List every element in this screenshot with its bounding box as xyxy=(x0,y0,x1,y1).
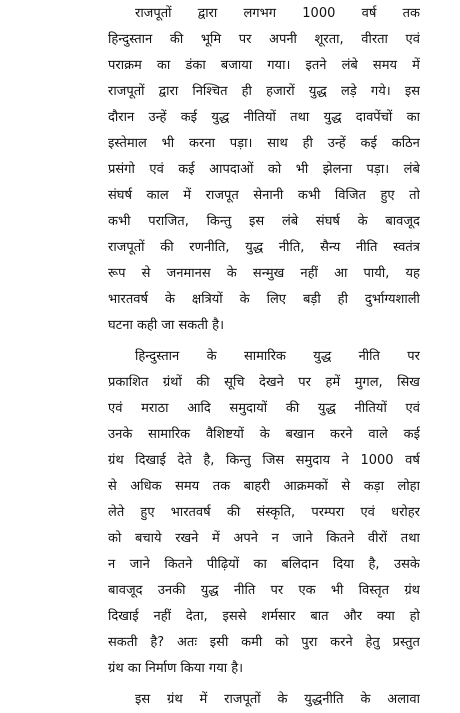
word: ने xyxy=(341,453,349,468)
word: युद्ध xyxy=(211,110,230,125)
word: तो xyxy=(409,188,420,203)
word: नीति xyxy=(356,240,378,255)
word: इस xyxy=(249,214,265,229)
word: नहीं xyxy=(300,266,318,281)
word: बजाया xyxy=(220,58,253,73)
word: रखने xyxy=(175,531,199,546)
word: का xyxy=(253,557,267,572)
word: भी xyxy=(330,583,344,598)
word: ग्रंथों xyxy=(162,375,182,390)
word: बात xyxy=(310,609,329,624)
word: यह xyxy=(405,266,420,281)
word: सेनानी xyxy=(253,188,284,203)
word: 1000 xyxy=(360,453,394,468)
word: नहीं xyxy=(153,609,172,624)
text-line xyxy=(108,500,420,526)
word: ग्रंथ xyxy=(404,583,420,598)
word: आक्रमकों xyxy=(283,479,328,494)
word: कई xyxy=(403,427,420,442)
word: युद्ध xyxy=(245,240,264,255)
word: है, xyxy=(368,557,380,572)
word: युद्ध xyxy=(323,110,342,125)
word: भी xyxy=(161,136,175,151)
word: एवं xyxy=(108,401,123,416)
word: में xyxy=(212,531,220,546)
word: बचाये xyxy=(134,531,162,546)
word: अधिक xyxy=(130,479,162,494)
word: सिख xyxy=(397,375,420,390)
word: प्रस्तुत xyxy=(392,635,420,650)
word: इतने xyxy=(305,58,327,73)
word: लंबे xyxy=(281,214,299,229)
word: सूचि xyxy=(224,375,245,390)
word: ही xyxy=(302,136,313,151)
word: नीतियों xyxy=(354,401,387,416)
word: तक xyxy=(212,479,231,494)
text-line: घटना कही जा सकती है। xyxy=(108,318,224,333)
word: समुदायों xyxy=(229,401,268,416)
word: युद्ध xyxy=(308,84,327,99)
word: दौरान xyxy=(108,110,135,125)
word: एवं xyxy=(149,162,164,177)
word: हिन्दुस्तान xyxy=(108,32,153,47)
word: युद्ध xyxy=(313,349,332,364)
word: क्या xyxy=(376,609,395,624)
word: आपदाओं xyxy=(209,162,254,177)
word: को xyxy=(275,635,289,650)
word: न xyxy=(108,557,116,572)
word: पीढ़ियों xyxy=(206,557,240,572)
word: कभी xyxy=(297,188,321,203)
word: पड़ा। xyxy=(366,162,390,177)
word: वीरता xyxy=(361,32,388,47)
word: भूमि xyxy=(200,32,222,47)
word: तक xyxy=(402,6,420,21)
word: क्षत्रियों xyxy=(191,292,223,307)
word: लिए xyxy=(266,292,286,307)
word: तथा xyxy=(290,110,310,125)
word: राजपूत xyxy=(205,188,239,203)
word: दिखाई xyxy=(135,453,166,468)
word: युद्धनीति xyxy=(304,692,344,707)
word: रूप xyxy=(108,266,126,281)
text-line xyxy=(108,209,420,235)
word: की xyxy=(196,375,210,390)
word: लोहा xyxy=(397,479,420,494)
word: इसी xyxy=(209,635,229,650)
word: रणनीति, xyxy=(189,240,230,255)
text-line xyxy=(108,474,420,500)
word: से xyxy=(141,266,151,281)
word: कई xyxy=(180,110,198,125)
word: दिखाई xyxy=(108,609,139,624)
word: प्रकाशित xyxy=(108,375,149,390)
text-line xyxy=(108,53,420,79)
word: में xyxy=(412,58,420,73)
word: ही xyxy=(241,84,252,99)
word: जाने xyxy=(129,557,150,572)
text-line xyxy=(108,235,420,261)
word: कठिन xyxy=(391,136,420,151)
word: पराक्रम xyxy=(108,58,142,73)
word: डंका xyxy=(185,58,206,73)
word: इससे xyxy=(222,609,247,624)
word: दुर्भाग्यशाली xyxy=(364,292,420,307)
word: देते xyxy=(177,453,192,468)
text-line xyxy=(108,396,420,422)
text-line xyxy=(135,687,420,713)
word: की xyxy=(169,32,184,47)
word: के xyxy=(277,692,288,707)
word: से xyxy=(341,479,351,494)
word: इस्तेमाल xyxy=(108,136,147,151)
word: सकती xyxy=(108,635,138,650)
word: पराजित, xyxy=(148,214,189,229)
word: द्वारा xyxy=(197,6,218,21)
word: जनमानस xyxy=(166,266,211,281)
word: पर xyxy=(270,583,284,598)
word: तथा xyxy=(400,531,420,546)
text-line xyxy=(108,552,420,578)
word: के xyxy=(357,214,368,229)
word: करने xyxy=(330,427,353,442)
word: आदि xyxy=(187,401,211,416)
word: भारतवर्ष xyxy=(170,505,211,520)
word: राजपूतों xyxy=(108,84,145,99)
word: साथ xyxy=(267,136,288,151)
text-line: ग्रंथ का निर्माण किया गया है। xyxy=(108,661,244,676)
word: राजपूतों xyxy=(224,692,261,707)
text-line xyxy=(108,157,420,183)
word: हुए xyxy=(140,505,155,520)
word: को xyxy=(108,531,122,546)
word: बावजूद xyxy=(385,214,420,229)
word: पायी, xyxy=(363,266,390,281)
word: हिन्दुस्तान xyxy=(135,349,180,364)
word: नीतियों xyxy=(243,110,276,125)
word: संस्कृति, xyxy=(256,505,296,520)
word: द्वारा xyxy=(158,84,179,99)
word: शर्मसार xyxy=(261,609,296,624)
word: उनके xyxy=(108,427,133,442)
word: न xyxy=(271,531,279,546)
word: दिया xyxy=(332,557,355,572)
word: गया। xyxy=(267,58,291,73)
word: के xyxy=(259,427,270,442)
word: नीति xyxy=(358,349,380,364)
word: वर्ष xyxy=(361,6,377,21)
word: लड़े xyxy=(340,84,357,99)
word: उनकी xyxy=(157,583,186,598)
word: के xyxy=(164,292,175,307)
word: एक xyxy=(298,583,316,598)
word: जिस xyxy=(262,453,285,468)
word: अपनी xyxy=(269,32,297,47)
word: उन्हें xyxy=(327,136,346,151)
word: बावजूद xyxy=(108,583,143,598)
text-line xyxy=(108,422,420,448)
word: करना xyxy=(189,136,215,151)
text-line xyxy=(108,370,420,396)
word: भी xyxy=(295,162,309,177)
word: कई xyxy=(178,162,195,177)
word: की xyxy=(226,505,241,520)
word: लंबे xyxy=(341,58,358,73)
word: में xyxy=(199,692,208,707)
word: एवं xyxy=(405,32,420,47)
word: 1000 xyxy=(302,6,336,21)
word: भारतवर्ष xyxy=(108,292,148,307)
text-line xyxy=(108,131,420,157)
word: पर xyxy=(298,375,311,390)
word: सैन्य xyxy=(320,240,341,255)
text-line xyxy=(108,261,420,287)
word: युद्ध xyxy=(200,583,219,598)
text-line xyxy=(135,344,420,370)
text-line xyxy=(108,526,420,552)
word: है? xyxy=(150,635,165,650)
word: हेतु xyxy=(365,635,380,650)
word: समुदाय xyxy=(295,453,331,468)
word: दावपेंचों xyxy=(355,110,393,125)
word: सामारिक xyxy=(148,427,191,442)
text-line xyxy=(108,578,420,604)
word: कितने xyxy=(326,531,355,546)
word: हुए xyxy=(380,188,395,203)
word: बड़ी xyxy=(302,292,321,307)
word: देता, xyxy=(185,609,208,624)
word: को xyxy=(267,162,282,177)
text-line xyxy=(135,1,420,27)
word: पर xyxy=(407,349,420,364)
word: समय xyxy=(175,479,200,494)
text-line xyxy=(108,27,420,53)
word: संघर्ष xyxy=(108,188,132,203)
word: पुरा xyxy=(301,635,318,650)
word: नीति xyxy=(233,583,256,598)
word: पर xyxy=(238,32,252,47)
word: के xyxy=(206,349,217,364)
text-line xyxy=(108,630,420,656)
word: झेलना xyxy=(322,162,353,177)
word: राजपूतों xyxy=(108,240,145,255)
text-line xyxy=(108,105,420,131)
word: नीति, xyxy=(278,240,305,255)
word: राजपूतों xyxy=(135,6,172,21)
word: शूरता, xyxy=(314,32,344,47)
word: विस्तृत xyxy=(358,583,390,598)
text-line xyxy=(108,287,420,313)
word: बलिदान xyxy=(281,557,319,572)
word: उसके xyxy=(393,557,420,572)
word: हजारों xyxy=(266,84,295,99)
word: मुगल, xyxy=(354,375,383,390)
word: ग्रंथ xyxy=(167,692,183,707)
word: विजित xyxy=(334,188,366,203)
word: कभी xyxy=(108,214,131,229)
word: परम्परा xyxy=(311,505,345,520)
word: ग्रंथ xyxy=(108,453,124,468)
word: देखने xyxy=(259,375,284,390)
word: के xyxy=(239,292,250,307)
word: वर्ष xyxy=(405,453,420,468)
word: की xyxy=(160,240,174,255)
word: हो xyxy=(409,609,420,624)
word: सन्मुख xyxy=(252,266,285,281)
word: बाहरी xyxy=(243,479,270,494)
word: और xyxy=(343,609,363,624)
word: इस xyxy=(135,692,151,707)
word: एवं xyxy=(405,401,420,416)
word: लंबे xyxy=(403,162,420,177)
word: का xyxy=(156,58,171,73)
word: प्रसंगो xyxy=(108,162,135,177)
word: अलावा xyxy=(387,692,420,707)
word: है, xyxy=(203,453,215,468)
word: धरोहर xyxy=(391,505,420,520)
word: किन्तु xyxy=(225,453,251,468)
word: हमें xyxy=(325,375,341,390)
word: वीरों xyxy=(367,531,388,546)
word: वैशिष्टयों xyxy=(205,427,244,442)
word: गये। xyxy=(370,84,391,99)
word: जाने xyxy=(292,531,313,546)
word: अपने xyxy=(233,531,258,546)
word: काल xyxy=(146,188,169,203)
word: बखान xyxy=(285,427,315,442)
word: पड़ा। xyxy=(229,136,253,151)
word: युद्ध xyxy=(317,401,336,416)
word: संघर्ष xyxy=(315,214,340,229)
word: करने xyxy=(330,635,353,650)
word: कितने xyxy=(164,557,193,572)
word: कड़ा xyxy=(363,479,384,494)
word: उन्हें xyxy=(148,110,167,125)
word: की xyxy=(285,401,300,416)
text-line xyxy=(108,183,420,209)
word: का xyxy=(406,110,420,125)
word: अतः xyxy=(177,635,197,650)
word: के xyxy=(226,266,237,281)
word: एवं xyxy=(360,505,375,520)
word: आ xyxy=(334,266,348,281)
word: समय xyxy=(372,58,398,73)
word: किन्तु xyxy=(206,214,232,229)
text-line xyxy=(108,79,420,105)
word: वाले xyxy=(368,427,388,442)
word: के xyxy=(360,692,371,707)
word: लेते xyxy=(108,505,125,520)
word: मराठा xyxy=(141,401,169,416)
word: निश्चित xyxy=(192,84,228,99)
word: से xyxy=(108,479,117,494)
word: इस xyxy=(404,84,420,99)
word: कमी xyxy=(241,635,263,650)
word: सामारिक xyxy=(243,349,286,364)
text-line xyxy=(108,604,420,630)
word: लगभग xyxy=(243,6,277,21)
word: स्वतंत्र xyxy=(393,240,420,255)
word: कई xyxy=(360,136,377,151)
word: में xyxy=(183,188,192,203)
word: ही xyxy=(337,292,348,307)
text-line xyxy=(108,448,420,474)
